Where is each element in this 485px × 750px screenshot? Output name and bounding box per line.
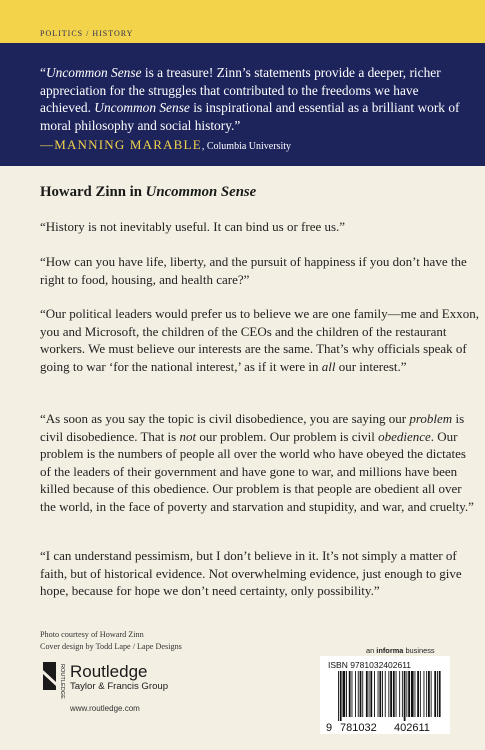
quote-text: is civil disobedience. That is — [40, 411, 465, 444]
book-title-italic: Uncommon Sense — [45, 65, 142, 80]
barcode-bar — [431, 671, 432, 717]
barcode-bar — [338, 671, 339, 721]
barcode-bar — [378, 671, 379, 717]
barcode-icon — [336, 671, 446, 721]
endorser-name: —MANNING MARABLE — [40, 137, 202, 152]
barcode-digits-group2: 402611 — [394, 722, 430, 734]
design-credit: Cover design by Todd Lape / Lape Designs — [40, 642, 182, 652]
barcode-bar — [411, 671, 414, 717]
barcode-bar — [352, 671, 353, 717]
barcode-bar — [388, 671, 389, 717]
logo-vertical-text: ROUTLEDGE — [59, 664, 65, 699]
barcode-bar — [399, 671, 400, 717]
quote-text: “ — [40, 65, 46, 80]
emphasis: all — [321, 358, 336, 374]
heading-book-title: Uncommon Sense — [145, 184, 257, 200]
barcode-bar — [434, 671, 436, 717]
quote-text: is inspirational and essential as a brilliant work of moral philosophy and social history.” — [40, 100, 460, 133]
barcode-bar — [355, 671, 356, 717]
barcode-bar — [426, 671, 427, 717]
barcode-bar — [385, 671, 386, 717]
barcode-bar — [437, 671, 438, 717]
publisher-block — [70, 662, 168, 692]
barcode-bar — [366, 671, 368, 717]
barcode-bar — [396, 671, 397, 717]
routledge-logo-icon — [40, 660, 64, 702]
informa-prefix: an — [366, 646, 377, 655]
quote-text: . Our problem is the numbers of people all over the world who have obeyed the dictates of the leaders of their government and have gone to war, and millions have been killed because of this obedience. Our problem is that people are obedient all over the world, in the face of poverty and starvation and stupidity, and war, and cruelty.” — [40, 428, 474, 514]
barcode-bar — [382, 671, 383, 717]
barcode-bar — [402, 671, 403, 717]
quote-text: our problem. Our problem is civil — [196, 428, 379, 444]
barcode-bar — [349, 671, 351, 717]
barcode-digit-first: 9 — [326, 722, 333, 734]
quote-text: is a treasure! Zinn’s statements provide a deeper, richer appreciation for the struggles that contributed to the freedoms we have achieved. — [40, 65, 441, 115]
endorsement-attribution — [40, 136, 291, 154]
heading-prefix: Howard Zinn in — [40, 184, 146, 200]
publisher-group: Taylor & Francis Group — [70, 681, 169, 692]
quote-4 — [40, 410, 480, 516]
barcode-bar — [406, 671, 407, 717]
informa-suffix: business — [403, 646, 435, 655]
quote-text: “Our political leaders would prefer us to believe we are one family—me and Exxon, you and Microsoft, the children of the CEOs and the children of the restaurant workers. We must believe our interests are the same. That’s why officials speak of going to war ‘for the national interest,’ as if it were in — [40, 306, 479, 374]
barcode-bar — [404, 671, 406, 721]
barcode-bar — [417, 671, 419, 717]
barcode-bar — [379, 671, 381, 717]
barcode-bar — [428, 671, 430, 717]
endorsement-quote — [40, 64, 470, 134]
barcode-bar — [346, 671, 347, 717]
barcode-bar — [420, 671, 421, 717]
quote-1: “History is not inevitably useful. It can bind us or free us.” — [40, 219, 346, 234]
section-heading — [40, 184, 256, 201]
emphasis: not — [179, 428, 197, 444]
endorser-affiliation: , Columbia University — [201, 141, 292, 152]
barcode-bar — [393, 671, 395, 717]
informa-brand: informa — [376, 646, 404, 655]
publisher-url: www.routledge.com — [70, 704, 140, 713]
category-label: POLITICS / HISTORY — [40, 29, 134, 38]
quote-text: “As soon as you say the topic is civil disobedience, you are saying our — [40, 411, 410, 426]
quote-text: our interest.” — [335, 358, 407, 374]
barcode-bar — [360, 671, 362, 717]
emphasis: obedience — [378, 428, 431, 444]
barcode-bar — [369, 671, 370, 717]
photo-credit: Photo courtesy of Howard Zinn — [40, 630, 144, 639]
barcode-digits-group1: 781032 — [340, 722, 377, 734]
barcode-bar — [408, 671, 410, 717]
isbn-label: ISBN 9781032402611 — [328, 660, 412, 670]
barcode-bar — [424, 671, 425, 717]
quote-2: “How can you have life, liberty, and the pursuit of happiness if you don’t have the right to food, housing, and health care?” — [40, 254, 467, 287]
barcode-bar — [370, 671, 372, 717]
barcode-bar — [390, 671, 392, 717]
barcode-bar — [374, 671, 375, 717]
credits — [40, 629, 182, 653]
barcode-bar — [343, 671, 346, 717]
publisher-name: Routledge — [70, 662, 148, 681]
quote-3 — [40, 305, 480, 375]
barcode-bar — [415, 671, 416, 717]
barcode-bar — [358, 671, 359, 717]
quote-5: “I can understand pessimism, but I don’t believe in it. It’s not simply a matter of faith, but of historical evidence. Not overwhelming evidence, just enough to give hope, because for hope we don’t need certainty, only possibility.” — [40, 548, 462, 599]
emphasis: problem — [409, 411, 453, 426]
informa-business-label — [366, 646, 435, 655]
barcode-bar — [439, 671, 441, 717]
barcode-bar — [362, 671, 363, 717]
barcode-bar — [340, 671, 342, 721]
book-title-italic: Uncommon Sense — [94, 100, 190, 115]
